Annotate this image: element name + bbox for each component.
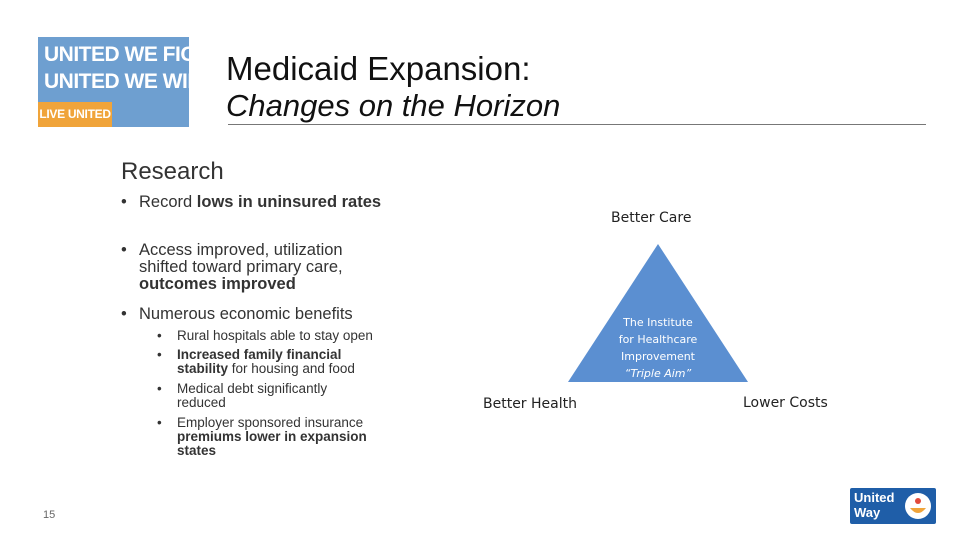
triangle-caption-line: for Healthcare [618, 333, 698, 346]
triangle-caption-line: “Triple Aim” [624, 367, 692, 380]
united-way-logo [850, 488, 936, 524]
triangle-caption [608, 314, 708, 382]
page-number: 15 [43, 509, 56, 521]
sub-bullet-item [157, 348, 427, 378]
sub-bullet-text-bold: premiums lower in expansion states [177, 429, 367, 458]
live-united-tag: LIVE UNITED [38, 102, 112, 127]
bullet-item [121, 306, 421, 324]
logo-line-1: UNITED WE FIGHT. [44, 43, 227, 66]
logo-text: Way [854, 505, 881, 520]
bullet-dot: • [157, 415, 162, 430]
bullet-dot: • [121, 193, 127, 211]
logo-line-2: UNITED WE WIN. [44, 70, 208, 93]
better-health-label: Better Health [483, 396, 577, 412]
sub-bullet-text: Medical debt significantly reduced [177, 381, 328, 410]
better-care-label: Better Care [611, 210, 692, 226]
bullet-dot: • [121, 305, 127, 323]
bullet-text: Record [139, 193, 193, 211]
bullet-dot: • [157, 381, 162, 396]
bullet-text: Numerous economic benefits [139, 305, 353, 323]
sub-bullet-text: Rural hospitals able to stay open [177, 328, 373, 343]
bullet-text-bold: lows in uninsured rates [196, 193, 382, 211]
sub-bullet-item [157, 329, 427, 344]
sub-bullet-text-bold: Increased family financial stability [177, 347, 342, 376]
sub-bullet-item [157, 416, 427, 461]
bullet-dot: • [157, 347, 162, 362]
logo-text: United [854, 490, 895, 505]
united-way-hand-icon [904, 492, 932, 520]
bullet-item [121, 194, 421, 230]
triangle-caption-line: Improvement [621, 350, 695, 363]
bullet-item [121, 242, 421, 296]
bullet-text-bold: outcomes improved [139, 275, 296, 293]
sub-bullet-text: Employer sponsored insurance [177, 415, 364, 430]
triangle-caption-line: The Institute [623, 316, 693, 329]
bullet-dot: • [121, 241, 127, 259]
title-divider [228, 124, 926, 125]
section-heading: Research [121, 158, 224, 185]
lower-costs-label: Lower Costs [743, 395, 828, 411]
slide-title: Medicaid Expansion: [226, 50, 531, 87]
bullet-text: Access improved, utilization shifted toward primary care, [139, 241, 343, 276]
bullet-dot: • [157, 328, 162, 343]
sub-bullet-text: for housing and food [231, 361, 355, 376]
slide-subtitle: Changes on the Horizon [226, 88, 561, 123]
sub-bullet-item [157, 382, 427, 412]
